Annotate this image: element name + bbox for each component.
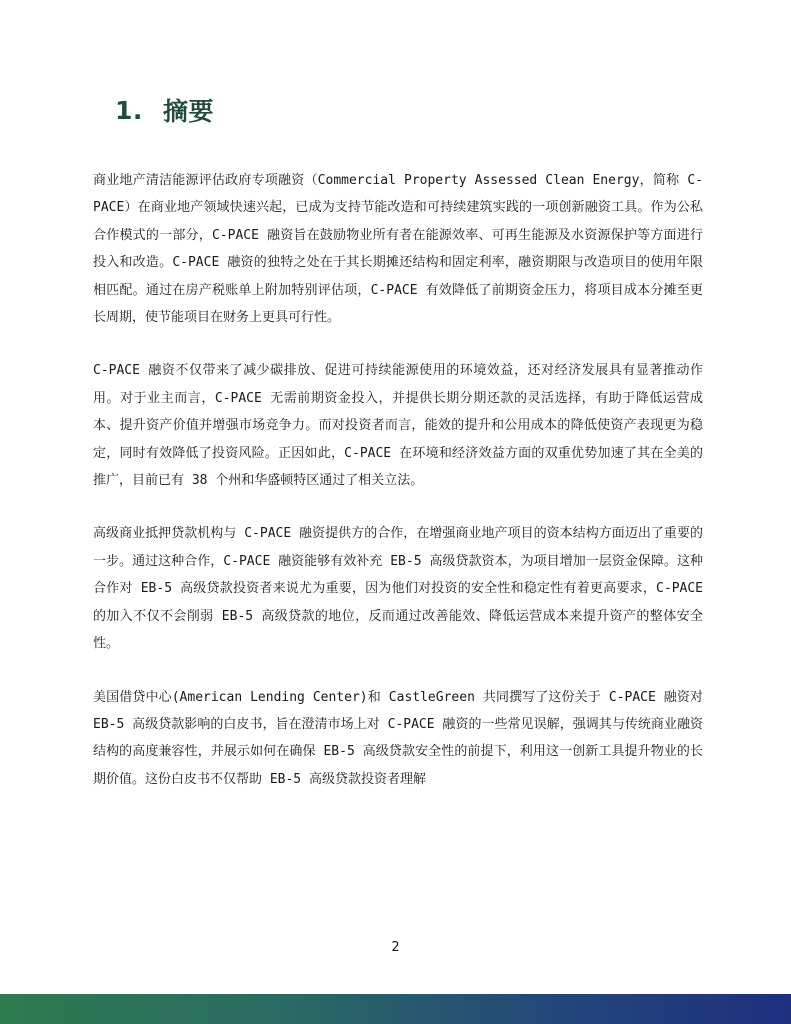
section-heading bbox=[115, 92, 214, 128]
document-body bbox=[93, 167, 703, 819]
section-number: 1. bbox=[115, 95, 143, 125]
paragraph-1: 商业地产清洁能源评估政府专项融资（Commercial Property Assessed Clean Energy，简称 C-PACE）在商业地产领域快速兴起，已成为支持节能改造和可持续建筑实践的一项创新融资工具。作为公私合作模式的一部分，C-PACE 融资旨在鼓励物业所有者在能源效率、可再生能源及水资源保护等方面进行投入和改造。C-PACE 融资的独特之处在于其长期摊还结构和固定利率，融资期限与改造项目的使用年限相匹配。通过在房产税账单上附加特别评估项，C-PACE 有效降低了前期资金压力，将项目成本分摊至更长周期，使节能项目在财务上更具可行性。 bbox=[93, 173, 703, 326]
paragraph-3: 高级商业抵押贷款机构与 C-PACE 融资提供方的合作，在增强商业地产项目的资本结构方面迈出了重要的一步。通过这种合作，C-PACE 融资能够有效补充 EB-5 高级贷款资本，为项目增加一层资金保障。这种合作对 EB-5 高级贷款投资者来说尤为重要，因为他们对投资的安全性和稳定性有着更高要求，C-PACE 的加入不仅不会削弱 EB-5 高级贷款的地位，反而通过改善能效、降低运营成本来提升资产的整体安全性。 bbox=[93, 526, 703, 652]
section-title: 摘要 bbox=[163, 97, 215, 126]
paragraph-4: 美国借贷中心(American Lending Center)和 CastleGreen 共同撰写了这份关于 C-PACE 融资对 EB-5 高级贷款影响的白皮书，旨在澄清市场上对 C-PACE 融资的一些常见误解，强调其与传统商业融资结构的高度兼容性，并展示如何在确保 EB-5 高级贷款安全性的前提下，利用这一创新工具提升物业的长期价值。这份白皮书不仅帮助 EB-5 高级贷款投资者理解 bbox=[93, 689, 703, 787]
paragraph-2: C-PACE 融资不仅带来了减少碳排放、促进可持续能源使用的环境效益，还对经济发展具有显著推动作用。对于业主而言，C-PACE 无需前期资金投入，并提供长期分期还款的灵活选择，有助于降低运营成本、提升资产价值并增强市场竞争力。而对投资者而言，能效的提升和公用成本的降低使资产表现更为稳定，同时有效降低了投资风险。正因如此，C-PACE 在环境和经济效益方面的双重优势加速了其在全美的推广，目前已有 38 个州和华盛顿特区通过了相关立法。 bbox=[93, 363, 703, 489]
footer-gradient-bar bbox=[0, 994, 791, 1024]
page-number: 2 bbox=[391, 940, 400, 955]
